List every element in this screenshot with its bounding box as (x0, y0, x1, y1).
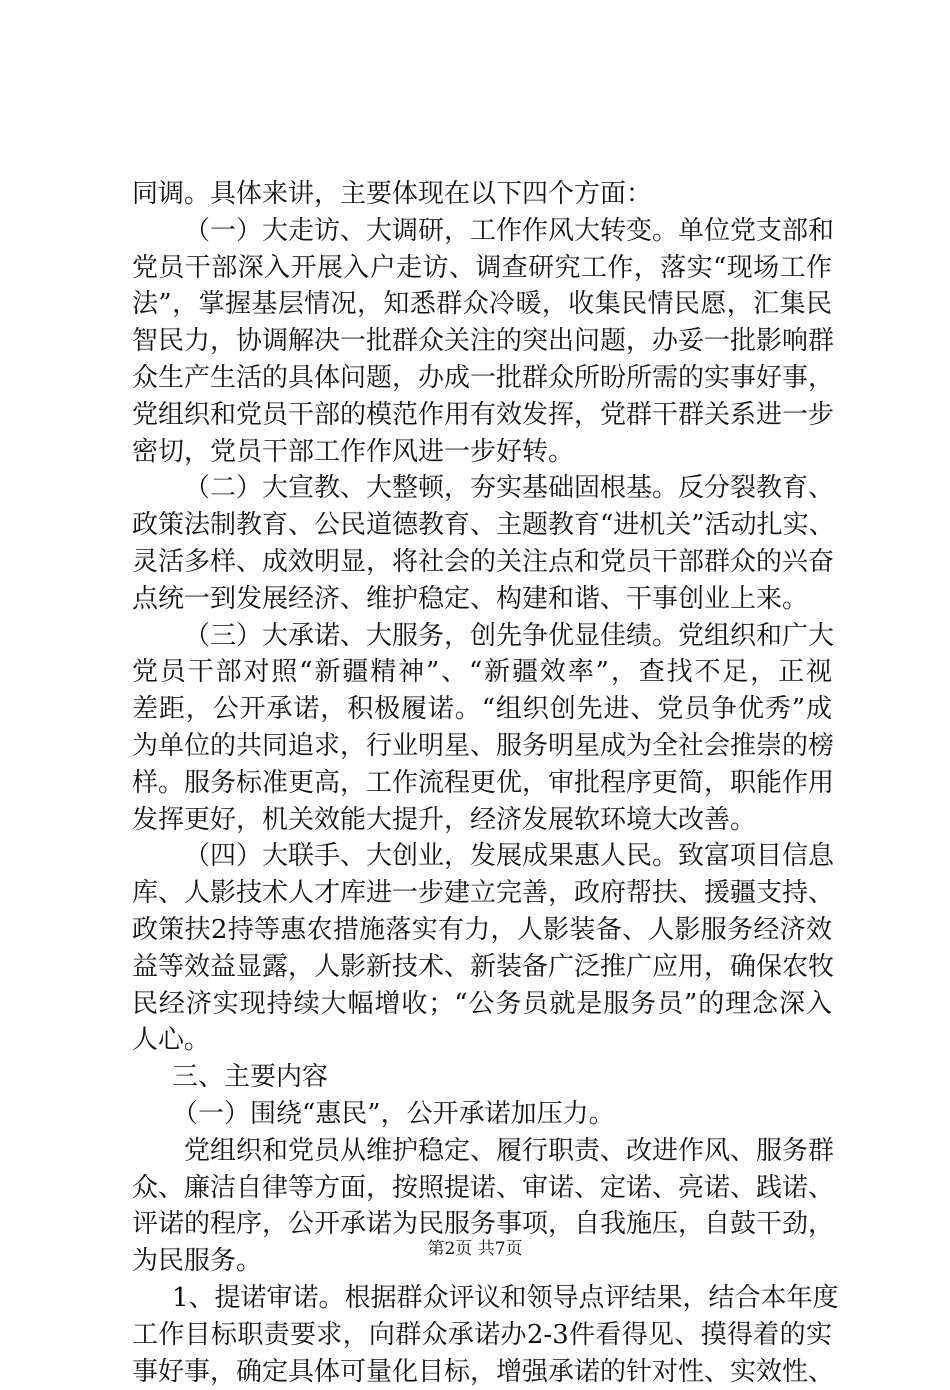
text-line: 民经济实现持续大幅增收；“公务员就是服务员”的理念深入 (132, 986, 832, 1023)
paragraph-heading-2: （二）大宣教、大整顿，夯实基础固根基。反分裂教育、 (132, 470, 832, 507)
subsection-heading: （一）围绕“惠民”，公开承诺加压力。 (132, 1096, 832, 1133)
paragraph-heading-3: （三）大承诺、大服务，创先争优显佳绩。党组织和广大 (132, 618, 832, 655)
text-line: 政策扶2持等惠农措施落实有力，人影装备、人影服务经济效 (132, 912, 832, 949)
text-line: 发挥更好，机关效能大提升，经济发展软环境大改善。 (132, 802, 832, 839)
text-line: 事好事，确定具体可量化目标，增强承诺的针对性、实效性、 (132, 1354, 832, 1390)
text-line: 差距，公开承诺，积极履诺。“组织创先进、党员争优秀”成 (132, 691, 832, 728)
text-line: 工作目标职责要求，向群众承诺办2-3件看得见、摸得着的实 (132, 1317, 832, 1354)
text-line: 同调。具体来讲，主要体现在以下四个方面： (132, 176, 832, 213)
text-line: 样。服务标准更高，工作流程更优，审批程序更简，职能作用 (132, 765, 832, 802)
numbered-item-heading: 1、提诺审诺。根据群众评议和领导点评结果，结合本年度 (132, 1280, 832, 1317)
text-line: 库、人影技术人才库进一步建立完善，政府帮扶、援疆支持、 (132, 875, 832, 912)
text-line: 党组织和党员从维护稳定、履行职责、改进作风、服务群 (132, 1133, 832, 1170)
text-line: 智民力，协调解决一批群众关注的突出问题，办妥一批影响群 (132, 323, 832, 360)
paragraph-heading-1: （一）大走访、大调研，工作作风大转变。单位党支部和 (132, 213, 832, 250)
text-line: 党组织和党员干部的模范作用有效发挥，党群干群关系进一步 (132, 397, 832, 434)
text-line: 为民服务。 (132, 1243, 832, 1280)
text-line: 为单位的共同追求，行业明星、服务明星成为全社会推崇的榜 (132, 728, 832, 765)
text-line: 人心。 (132, 1022, 832, 1059)
text-line: 众、廉洁自律等方面，按照提诺、审诺、定诺、亮诺、践诺、 (132, 1170, 832, 1207)
text-line: 党员干部对照“新疆精神”、“新疆效率”，查找不足，正视 (132, 654, 832, 691)
text-line: 灵活多样、成效明显，将社会的关注点和党员干部群众的兴奋 (132, 544, 832, 581)
text-line: 评诺的程序，公开承诺为民服务事项，自我施压，自鼓干劲， (132, 1206, 832, 1243)
text-line: 党员干部深入开展入户走访、调查研究工作，落实“现场工作 (132, 250, 832, 287)
text-line: 点统一到发展经济、维护稳定、构建和谐、干事创业上来。 (132, 581, 832, 618)
paragraph-heading-4: （四）大联手、大创业，发展成果惠人民。致富项目信息 (132, 838, 832, 875)
page-number-footer: 第2页 共7页 (0, 1238, 950, 1260)
document-body (132, 176, 832, 1390)
text-line: 益等效益显露，人影新技术、新装备广泛推广应用，确保农牧 (132, 949, 832, 986)
text-line: 众生产生活的具体问题，办成一批群众所盼所需的实事好事， (132, 360, 832, 397)
text-line: 密切，党员干部工作作风进一步好转。 (132, 434, 832, 471)
text-line: 政策法制教育、公民道德教育、主题教育“进机关”活动扎实、 (132, 507, 832, 544)
section-heading: 三、主要内容 (132, 1059, 832, 1096)
text-line: 法”，掌握基层情况，知悉群众冷暖，收集民情民愿，汇集民 (132, 286, 832, 323)
